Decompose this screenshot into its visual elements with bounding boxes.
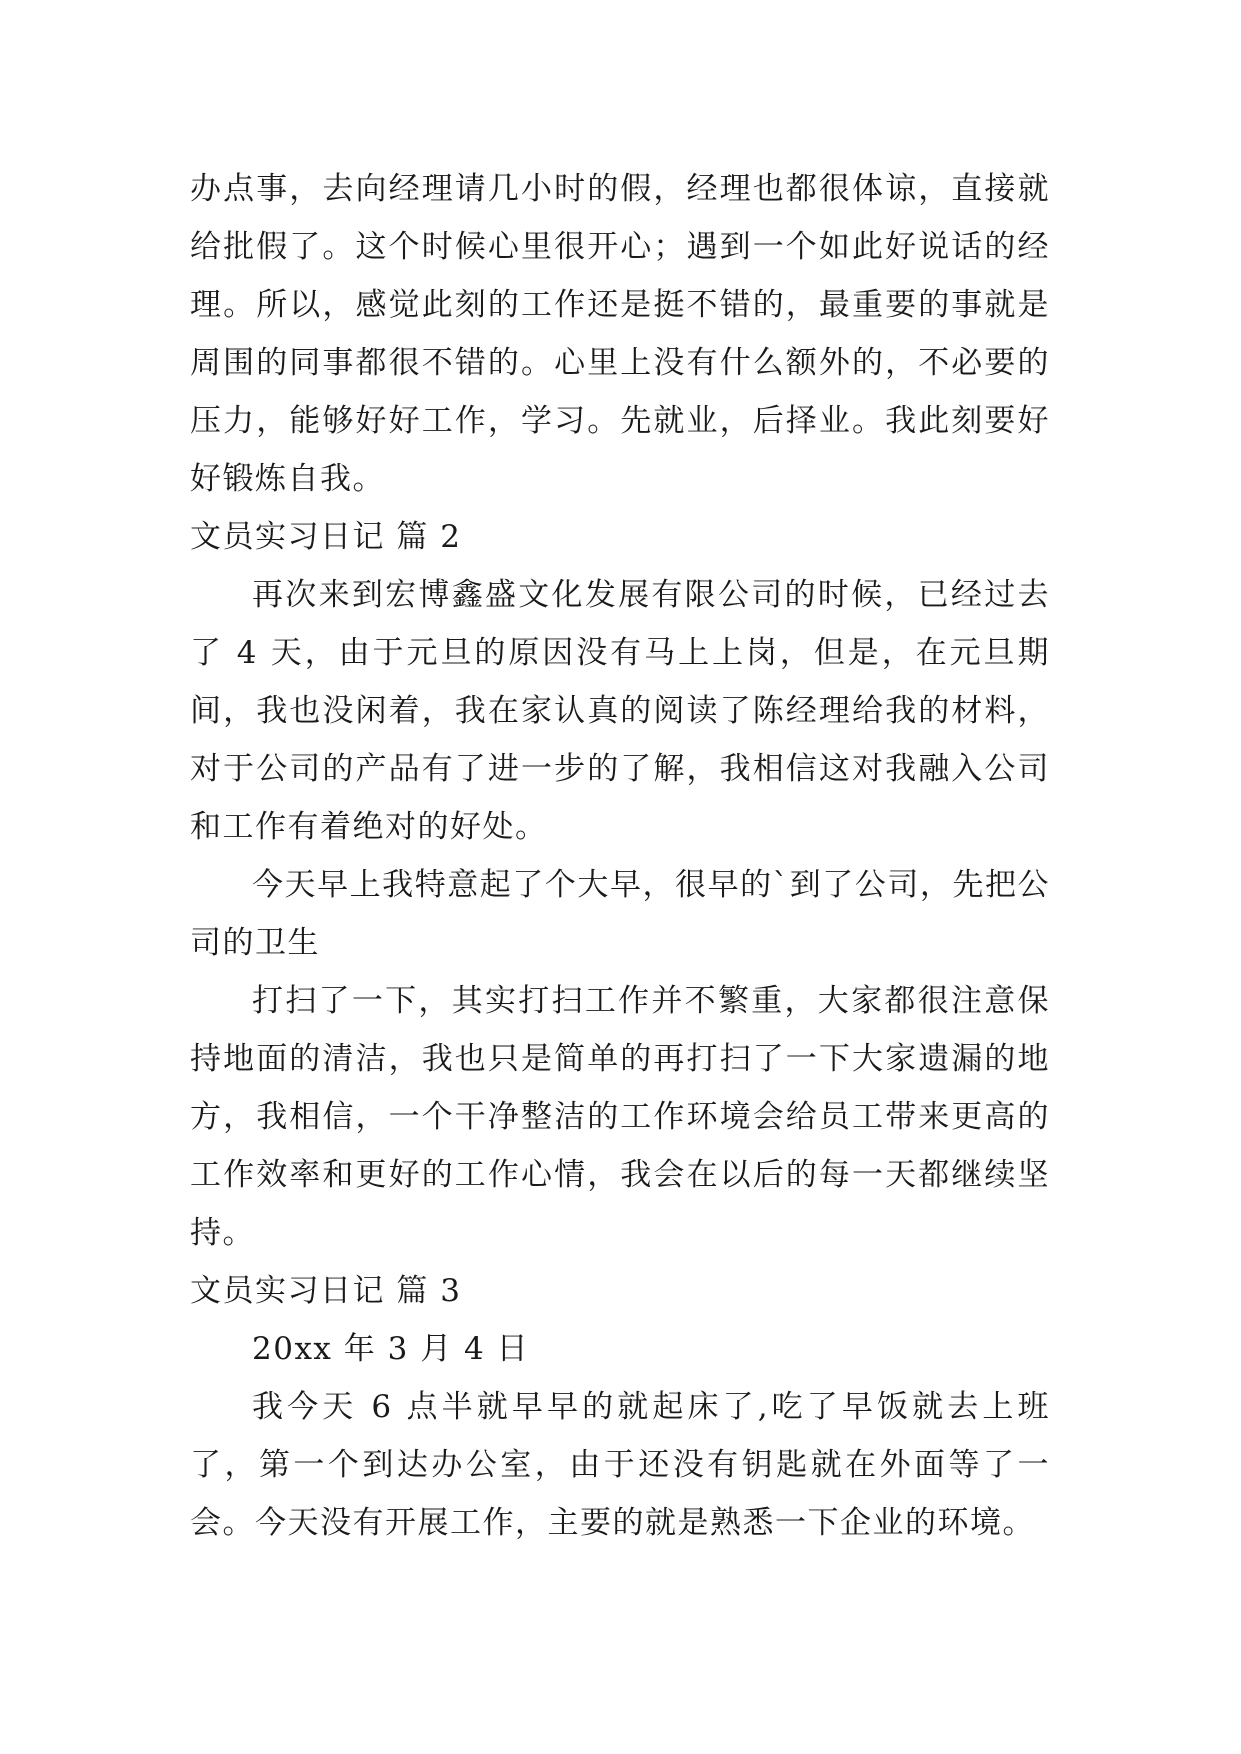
document-body <box>190 160 1050 1552</box>
paragraph-date: 20xx 年 3 月 4 日 <box>252 1331 530 1367</box>
paragraph-continuation: 办点事，去向经理请几小时的假，经理也都很体谅，直接就给批假了。这个时候心里很开心；遇到一个如此好说话的经理。所以，感觉此刻的工作还是挺不错的，最重要的事就是周围的同事都很不错的。心里上没有什么额外的，不必要的压力，能够好好工作，学习。先就业，后择业。我此刻要好好锻炼自我。 <box>190 171 1050 497</box>
section-heading-2: 文员实习日记 篇 2 <box>190 519 462 555</box>
paragraph-cleaning: 打扫了一下，其实打扫工作并不繁重，大家都很注意保持地面的清洁，我也只是简单的再打扫了一下大家遗漏的地方，我相信，一个干净整洁的工作环境会给员工带来更高的工作效率和更好的工作心情，我会在以后的每一天都继续坚持。 <box>190 983 1050 1251</box>
section-heading-3: 文员实习日记 篇 3 <box>190 1273 462 1309</box>
paragraph-arrival: 再次来到宏博鑫盛文化发展有限公司的时候，已经过去了 4 天，由于元旦的原因没有马上上岗，但是，在元旦期间，我也没闲着，我在家认真的阅读了陈经理给我的材料，对于公司的产品有了进一步的了解，我相信这对我融入公司和工作有着绝对的好处。 <box>190 577 1050 845</box>
paragraph-first-day: 我今天 6 点半就早早的就起床了,吃了早饭就去上班了，第一个到达办公室，由于还没有钥匙就在外面等了一会。今天没有开展工作，主要的就是熟悉一下企业的环境。 <box>190 1389 1050 1541</box>
paragraph-early-morning: 今天早上我特意起了个大早，很早的`到了公司，先把公司的卫生 <box>190 867 1050 961</box>
